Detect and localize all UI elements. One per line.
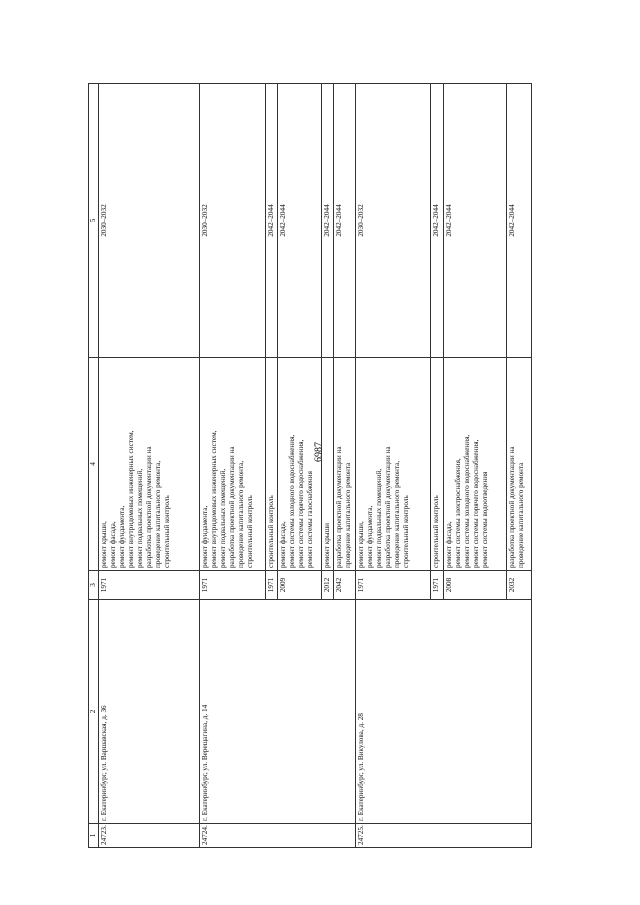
work-item: ремонт фундамента, (201, 505, 209, 568)
work-item: ремонт системы холодного водоснабжения, (288, 434, 296, 568)
work-item: проведение капитального ремонта, (393, 460, 401, 568)
work-item: ремонт системы горячего водоснабжения, (472, 439, 480, 568)
period-cell: 2030–2032 (99, 84, 200, 358)
year-cell: 2042 (334, 571, 356, 600)
work-item: ремонт системы холодного водоснабжения, (463, 434, 471, 568)
work-item: ремонт крыши (323, 522, 331, 568)
column-header: 3 (89, 571, 99, 600)
works-cell (200, 358, 266, 571)
period-cell: 2042–2044 (322, 84, 334, 358)
year-cell: 1971 (99, 571, 200, 600)
column-header: 4 (89, 358, 99, 571)
work-item: проведение капитального ремонта (344, 462, 352, 568)
column-number-row (89, 84, 99, 848)
work-item: строительный контроль (432, 495, 440, 568)
works-cell (334, 358, 356, 571)
works-cell (266, 358, 278, 571)
year-cell: 1971 (356, 571, 431, 600)
work-item: разработка проектной документации на (145, 446, 153, 568)
work-item: ремонт фасада, (445, 521, 453, 568)
work-item: ремонт крыши, (100, 521, 108, 568)
work-item: строительный контроль (246, 495, 254, 568)
building-row (99, 84, 200, 848)
building-address: г. Екатеринбург, ул. Варшавская, д. 36 (99, 600, 200, 824)
work-item: ремонт системы газоснабжения (306, 471, 314, 568)
period-cell: 2042–2044 (278, 84, 322, 358)
work-item: разработка проектной документации на (508, 446, 516, 568)
period-cell: 2042–2044 (266, 84, 278, 358)
work-item: ремонт подвальных помещений, (375, 468, 383, 568)
year-cell: 2032 (507, 571, 532, 600)
building-row (356, 84, 431, 848)
period-cell: 2042–2044 (507, 84, 532, 358)
work-item: строительный контроль (402, 495, 410, 568)
column-header: 2 (89, 600, 99, 824)
work-item: ремонт системы горячего водоснабжения, (297, 439, 305, 568)
work-item: ремонт фасада, (279, 521, 287, 568)
table-body (89, 84, 532, 848)
year-cell: 2008 (444, 571, 507, 600)
works-cell (278, 358, 322, 571)
period-cell: 2042–2044 (431, 84, 444, 358)
building-row (200, 84, 266, 848)
works-cell (507, 358, 532, 571)
repair-schedule-table (88, 83, 532, 848)
works-cell (356, 358, 431, 571)
column-header: 5 (89, 84, 99, 358)
work-item: разработка проектной документации на (228, 446, 236, 568)
works-cell (322, 358, 334, 571)
period-cell: 2030–2032 (356, 84, 431, 358)
work-item: ремонт системы электроснабжения, (454, 458, 462, 568)
year-cell: 1971 (200, 571, 266, 600)
work-item: ремонт внутридомовых инженерных систем, (210, 430, 218, 568)
works-cell (99, 358, 200, 571)
period-cell: 2042–2044 (444, 84, 507, 358)
period-cell: 2030–2032 (200, 84, 266, 358)
page-number: 6987 (313, 442, 325, 462)
year-cell: 1971 (266, 571, 278, 600)
work-item: ремонт подвальных помещений, (219, 468, 227, 568)
work-item: проведение капитального ремонта, (154, 460, 162, 568)
year-cell: 2009 (278, 571, 322, 600)
work-item: строительный контроль (267, 495, 275, 568)
work-item: ремонт внутридомовых инженерных систем, (127, 430, 135, 568)
row-number: 24725. (356, 824, 532, 848)
row-number: 24723. (99, 824, 200, 848)
column-header: 1 (89, 824, 99, 848)
work-item: разработка проектной документации на (384, 446, 392, 568)
work-item: проведение капитального ремонта (517, 462, 525, 568)
work-item: разработка проектной документации на (335, 446, 343, 568)
work-item: ремонт фасада, (109, 521, 117, 568)
rotated-table-wrapper (88, 84, 532, 848)
works-cell (444, 358, 507, 571)
work-item: ремонт системы водоотведения (481, 471, 489, 568)
building-address: г. Екатеринбург, ул. Верещагина, д. 14 (200, 600, 356, 824)
building-address: г. Екатеринбург, ул. Викулова, д. 28 (356, 600, 532, 824)
row-number: 24724. (200, 824, 356, 848)
works-cell (431, 358, 444, 571)
work-item: ремонт подвальных помещений, (136, 468, 144, 568)
work-item: ремонт фундамента, (366, 505, 374, 568)
work-item: строительный контроль (163, 495, 171, 568)
year-cell: 1971 (431, 571, 444, 600)
period-cell: 2042–2044 (334, 84, 356, 358)
work-item: проведение капитального ремонта, (237, 460, 245, 568)
year-cell: 2012 (322, 571, 334, 600)
work-item: ремонт крыши, (357, 521, 365, 568)
work-item: ремонт фундамента, (118, 505, 126, 568)
